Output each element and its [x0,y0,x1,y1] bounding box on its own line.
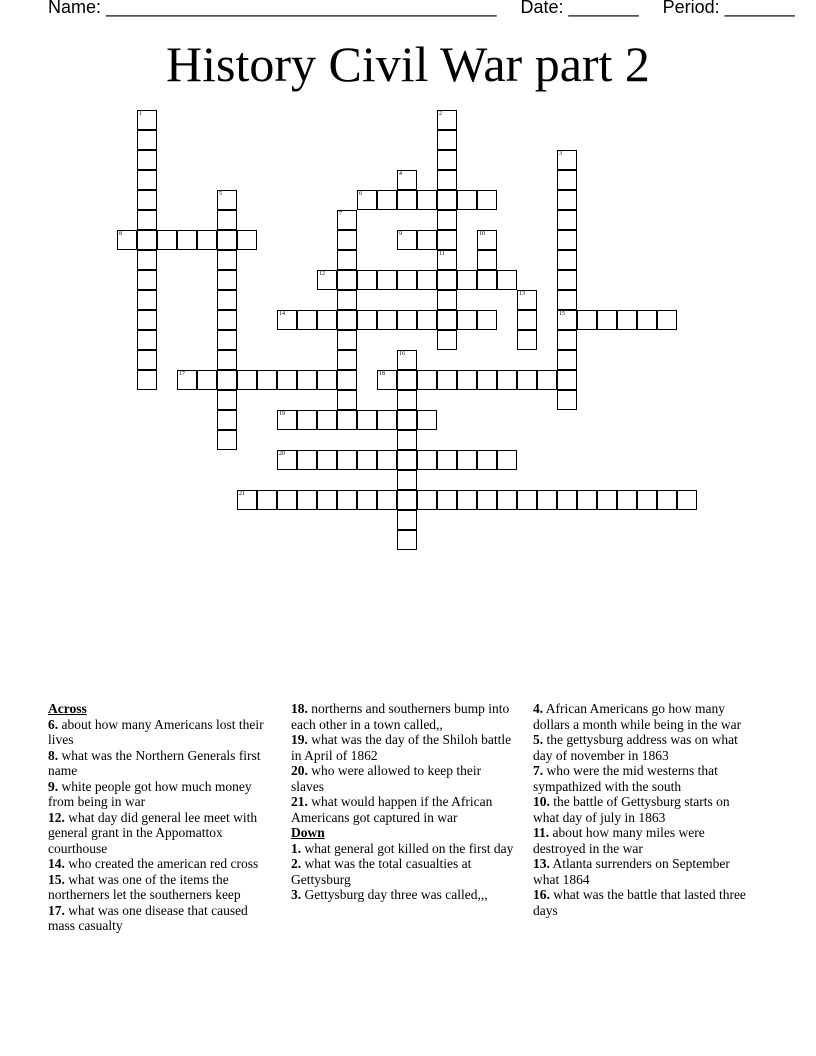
crossword-cell[interactable] [457,190,477,210]
crossword-cell[interactable] [317,410,337,430]
clue-item-number: 21. [291,794,308,809]
crossword-cell[interactable] [397,230,417,250]
crossword-cell[interactable] [137,250,157,270]
crossword-cell[interactable] [397,410,417,430]
clues-column-2 [291,701,516,903]
clue-number: 14 [279,311,285,317]
crossword-cell[interactable] [537,370,557,390]
crossword-cell[interactable] [397,190,417,210]
clue-number: 15 [559,311,565,317]
crossword-cell[interactable] [437,270,457,290]
crossword-cell[interactable] [637,310,657,330]
crossword-cell[interactable] [437,250,457,270]
crossword-cell[interactable] [577,490,597,510]
crossword-cell[interactable] [437,290,457,310]
crossword-cell[interactable] [397,530,417,550]
crossword-cell[interactable] [557,270,577,290]
crossword-cell[interactable] [417,370,437,390]
clue-item-number: 2. [291,856,302,871]
clue-item [291,794,516,825]
clue-item [48,872,278,903]
crossword-cell[interactable] [257,370,277,390]
crossword-cell[interactable] [457,490,477,510]
crossword-cell[interactable] [337,350,357,370]
crossword-cell[interactable] [317,310,337,330]
crossword-cell[interactable] [557,390,577,410]
crossword-cell[interactable] [117,230,137,250]
crossword-cell[interactable] [137,130,157,150]
crossword-cell[interactable] [497,450,517,470]
clue-item-number: 8. [48,747,59,763]
crossword-cell[interactable] [157,230,177,250]
crossword-cell[interactable] [377,490,397,510]
crossword-cell[interactable] [557,190,577,210]
clue-item [533,701,758,732]
crossword-cell[interactable] [317,370,337,390]
clue-item-text: white people got how much money from being in war [48,778,252,809]
crossword-cell[interactable] [217,310,237,330]
clue-item-number: 15. [48,871,65,887]
clue-number: 6 [359,191,362,197]
crossword-cell[interactable] [337,290,357,310]
date-line[interactable]: _______ [568,0,639,17]
crossword-cell[interactable] [177,370,197,390]
crossword-cell[interactable] [217,190,237,210]
crossword-cell[interactable] [397,370,417,390]
clue-item-text: who created the american red cross [64,856,259,871]
clue-item-text: what was one of the items the northerners let the southerners keep [48,871,241,902]
crossword-cell[interactable] [217,430,237,450]
crossword-cell[interactable] [277,370,297,390]
crossword-cell[interactable] [397,390,417,410]
crossword-cell[interactable] [417,230,437,250]
crossword-cell[interactable] [357,270,377,290]
crossword-cell[interactable] [437,150,457,170]
clue-item-text: what was the battle that lasted three days [533,887,746,918]
crossword-cell[interactable] [377,270,397,290]
clue-number: 21 [239,491,245,497]
clue-item-text: what was the total casualties at Gettysburg [291,856,472,887]
clue-number: 16 [399,351,405,357]
clue-item-text: who were allowed to keep their slaves [291,763,482,794]
crossword-cell[interactable] [557,310,577,330]
crossword-cell[interactable] [477,190,497,210]
crossword-cell[interactable] [477,250,497,270]
clue-item-number: 6. [48,716,59,732]
clue-item [533,887,758,918]
clue-item [48,779,278,810]
clue-number: 19 [279,411,285,417]
page-title: History Civil War part 2 [166,36,650,92]
crossword-cell[interactable] [437,230,457,250]
clue-item-text: what was one disease that caused mass casualty [48,902,248,933]
crossword-cell[interactable] [397,270,417,290]
crossword-cell[interactable] [457,370,477,390]
crossword-cell[interactable] [397,510,417,530]
crossword-cell[interactable] [557,490,577,510]
clue-item-number: 4. [533,701,544,716]
crossword-cell[interactable] [337,490,357,510]
crossword-cell[interactable] [357,450,377,470]
clue-number: 3 [559,151,562,157]
crossword-cell[interactable] [557,290,577,310]
period-label: Period: [662,0,720,17]
name-line[interactable]: _______________________________________ [106,0,497,17]
crossword-cell[interactable] [297,490,317,510]
period-line[interactable]: _______ [724,0,795,17]
crossword-cell[interactable] [137,270,157,290]
crossword-cell[interactable] [337,210,357,230]
clue-item-number: 20. [291,763,308,778]
clue-item-text: the gettysburg address was on what day of november in 1863 [533,732,738,763]
crossword-cell[interactable] [377,450,397,470]
crossword-cell[interactable] [397,170,417,190]
clue-item-text: African Americans go how many dollars a month while being in the war [533,701,742,732]
crossword-cell[interactable] [557,250,577,270]
clue-item-text: what general got killed on the first day [301,840,514,856]
clue-item-number: 14. [48,856,65,871]
crossword-cell[interactable] [297,310,317,330]
crossword-cell[interactable] [217,270,237,290]
clue-item [533,856,758,887]
crossword-cell[interactable] [557,170,577,190]
crossword-cell[interactable] [497,370,517,390]
crossword-cell[interactable] [437,490,457,510]
header [48,0,795,18]
crossword-cell[interactable] [397,310,417,330]
clue-item [291,732,516,763]
date-label: Date: [520,0,564,17]
crossword-cell[interactable] [217,290,237,310]
clue-number: 9 [399,231,402,237]
crossword-cell[interactable] [437,210,457,230]
clue-item-number: 19. [291,732,308,747]
crossword-cell[interactable] [517,290,537,310]
crossword-cell[interactable] [357,190,377,210]
crossword-cell[interactable] [237,230,257,250]
crossword-cell[interactable] [337,230,357,250]
crossword-cell[interactable] [617,310,637,330]
clue-item-number: 13. [533,856,550,871]
crossword-cell[interactable] [557,350,577,370]
crossword-cell[interactable] [137,110,157,130]
crossword-cell[interactable] [377,410,397,430]
clue-item-text: about how many miles were destroyed in the war [533,825,705,856]
crossword-cell[interactable] [437,330,457,350]
crossword-cell[interactable] [557,230,577,250]
crossword-cell[interactable] [597,490,617,510]
crossword-cell[interactable] [537,490,557,510]
clue-number: 18 [379,371,385,377]
crossword-cell[interactable] [277,490,297,510]
crossword-cell[interactable] [437,130,457,150]
clue-item-text: what was the day of the Shiloh battle in April of 1862 [291,732,512,763]
crossword-cell[interactable] [137,310,157,330]
clue-item-number: 17. [48,902,65,918]
crossword-cell[interactable] [357,490,377,510]
crossword-cell[interactable] [477,370,497,390]
clue-number: 7 [339,211,342,217]
clue-item [48,748,278,779]
crossword-cell[interactable] [557,210,577,230]
crossword-cell[interactable] [557,150,577,170]
crossword-cell[interactable] [317,270,337,290]
crossword-cell[interactable] [197,230,217,250]
clue-item [291,887,516,903]
crossword-cell[interactable] [217,250,237,270]
clue-item-text: Atlanta surrenders on September what 1864 [533,856,730,887]
crossword-cell[interactable] [137,190,157,210]
crossword-cell[interactable] [337,390,357,410]
clues-column-3 [533,701,758,918]
crossword-cell[interactable] [137,170,157,190]
crossword-cell[interactable] [197,370,217,390]
crossword-cell[interactable] [137,330,157,350]
clue-item [291,841,516,857]
crossword-cell[interactable] [297,410,317,430]
crossword-cell[interactable] [217,390,237,410]
crossword-cell[interactable] [237,370,257,390]
crossword-cell[interactable] [217,370,237,390]
crossword-cell[interactable] [457,270,477,290]
crossword-cell[interactable] [497,490,517,510]
crossword-cell[interactable] [577,310,597,330]
crossword-cell[interactable] [317,490,337,510]
crossword-cell[interactable] [137,210,157,230]
crossword-cell[interactable] [337,370,357,390]
crossword-cell[interactable] [557,370,577,390]
clue-item-number: 9. [48,778,59,794]
crossword-cell[interactable] [137,290,157,310]
crossword-cell[interactable] [397,350,417,370]
crossword-cell[interactable] [357,410,377,430]
crossword-cell[interactable] [337,250,357,270]
crossword-cell[interactable] [477,490,497,510]
crossword-cell[interactable] [557,330,577,350]
crossword-cell[interactable] [397,470,417,490]
crossword-cell[interactable] [397,430,417,450]
crossword-cell[interactable] [217,410,237,430]
crossword-cell[interactable] [517,310,537,330]
clue-number: 11 [439,251,445,257]
clue-number: 20 [279,451,285,457]
clue-item [48,856,278,872]
clue-number: 10 [479,231,485,237]
crossword-cell[interactable] [397,490,417,510]
crossword-cell[interactable] [517,490,537,510]
crossword-cell[interactable] [417,270,437,290]
crossword-cell[interactable] [357,310,377,330]
clue-item-number: 10. [533,794,550,809]
clue-item-text: what was the Northern Generals first name [48,747,261,778]
crossword-cell[interactable] [297,370,317,390]
crossword-cell[interactable] [477,310,497,330]
crossword-cell[interactable] [437,110,457,130]
crossword-cell[interactable] [137,350,157,370]
clue-item [48,717,278,748]
clue-item-number: 16. [533,887,550,902]
clue-number: 1 [139,111,142,117]
crossword-cell[interactable] [437,170,457,190]
crossword-cell[interactable] [337,270,357,290]
crossword-cell[interactable] [457,450,477,470]
crossword-cell[interactable] [337,450,357,470]
clue-item-text: Gettysburg day three was called,,, [301,887,488,902]
clue-number: 5 [219,191,222,197]
crossword-cell[interactable] [297,450,317,470]
clue-item [291,701,516,732]
crossword-cell[interactable] [657,310,677,330]
crossword-cell[interactable] [317,450,337,470]
clue-item-text: the battle of Gettysburg starts on what day of july in 1863 [533,794,730,825]
name-label: Name: [48,0,102,17]
crossword-cell[interactable] [137,150,157,170]
clue-item [533,732,758,763]
crossword-cell[interactable] [257,490,277,510]
clue-item-number: 18. [291,701,308,716]
crossword-cell[interactable] [337,410,357,430]
crossword-cell[interactable] [437,190,457,210]
crossword-cell[interactable] [377,370,397,390]
crossword-cell[interactable] [637,490,657,510]
crossword-cell[interactable] [137,230,157,250]
clue-item-text: about how many Americans lost their lives [48,716,264,747]
crossword-cell[interactable] [677,490,697,510]
crossword-cell[interactable] [337,330,357,350]
clue-item [291,856,516,887]
clue-item [533,825,758,856]
clue-item-text: northerns and southerners bump into each other in a town called,, [291,701,510,732]
clue-item [533,794,758,825]
crossword-cell[interactable] [417,450,437,470]
crossword-cell[interactable] [517,330,537,350]
clue-number: 4 [399,171,402,177]
crossword-cell[interactable] [397,450,417,470]
clue-item-number: 5. [533,732,544,747]
crossword-cell[interactable] [177,230,197,250]
clue-item-text: what day did general lee meet with general grant in the Appomattox courthouse [48,809,258,856]
clue-number: 2 [439,111,442,117]
crossword-cell[interactable] [377,190,397,210]
crossword-cell[interactable] [217,330,237,350]
crossword-cell[interactable] [457,310,477,330]
clue-item [48,810,278,857]
crossword-cell[interactable] [277,310,297,330]
crossword-cell[interactable] [477,230,497,250]
clue-section-heading: Across [48,701,87,716]
clue-number: 12 [319,271,325,277]
clue-item [533,763,758,794]
clue-number: 13 [519,291,525,297]
crossword-cell[interactable] [437,370,457,390]
clue-item-number: 7. [533,763,544,778]
clue-item-number: 3. [291,887,302,902]
clue-item-number: 11. [533,825,550,840]
clue-item-text: what would happen if the African Americans got captured in war [291,794,493,825]
clue-item [48,903,278,934]
crossword-cell[interactable] [217,210,237,230]
clues-column-1 [48,701,278,934]
clue-item [291,763,516,794]
crossword-cell[interactable] [437,450,457,470]
crossword-cell[interactable] [497,270,517,290]
crossword-cell[interactable] [137,370,157,390]
crossword-cell[interactable] [477,450,497,470]
crossword-cell[interactable] [477,270,497,290]
crossword-cell[interactable] [217,230,237,250]
crossword-cell[interactable] [417,310,437,330]
crossword-cell[interactable] [237,490,257,510]
crossword-cell[interactable] [377,310,397,330]
clue-item-number: 12. [48,809,65,825]
crossword-cell[interactable] [277,410,297,430]
crossword-cell[interactable] [517,370,537,390]
crossword-cell[interactable] [417,410,437,430]
clue-number: 17 [179,371,185,377]
crossword-cell[interactable] [337,310,357,330]
crossword-cell[interactable] [657,490,677,510]
crossword-cell[interactable] [417,190,437,210]
crossword-cell[interactable] [417,490,437,510]
crossword-cell[interactable] [437,310,457,330]
crossword-cell[interactable] [597,310,617,330]
crossword-cell[interactable] [217,350,237,370]
clue-item-number: 1. [291,840,302,856]
crossword-cell[interactable] [277,450,297,470]
clue-item-text: who were the mid westerns that sympathized with the south [533,763,718,794]
clue-number: 8 [119,231,122,237]
crossword-cell[interactable] [617,490,637,510]
clue-section-heading: Down [291,825,325,840]
